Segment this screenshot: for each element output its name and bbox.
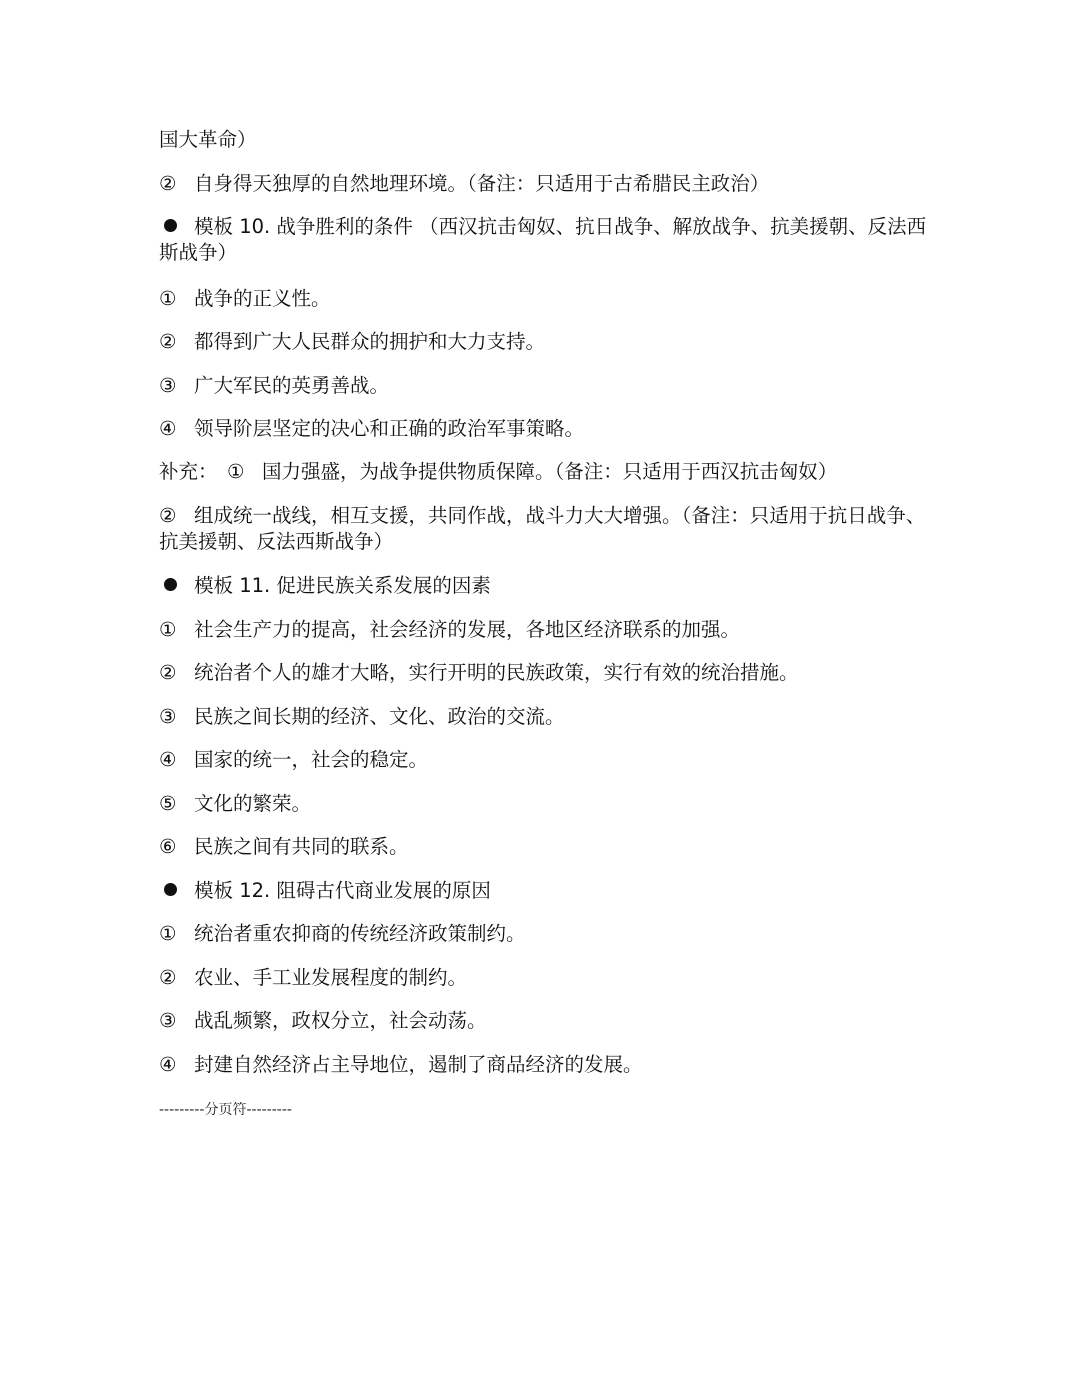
item-text: 领导阶层坚定的决心和正确的政治军事策略。 [194,417,585,440]
item-text: 统治者重农抑商的传统经济政策制约。 [194,922,526,945]
list-item [159,617,929,643]
continued-text-line [159,127,929,153]
item-number: ③ [159,374,177,397]
item-text: 国力强盛，为战争提供物质保障。（备注：只适用于西汉抗击匈奴） [262,460,838,483]
item-text: 战乱频繁，政权分立，社会动荡。 [194,1009,487,1032]
template-10-heading [159,214,929,266]
bullet-icon [159,878,194,904]
list-item [159,286,929,312]
item-text: 组成统一战线，相互支援，共同作战，战斗力大大增强。（备注：只适用于抗日战争、抗美援朝、反法西斯战争） [159,504,926,553]
list-item [159,503,929,555]
item-number: ④ [159,748,177,771]
supplement-item [159,459,929,485]
item-text: 广大军民的英勇善战。 [194,374,390,397]
item-number: ① [159,922,177,945]
list-item [159,791,929,817]
item-number: ① [159,287,177,310]
list-item [159,416,929,442]
line-text: 国大革命） [159,128,257,151]
item-number: ① [159,618,177,641]
item-number: ⑥ [159,835,177,858]
list-item [159,834,929,860]
template-12-heading [159,878,929,904]
list-item [159,373,929,399]
heading-text: 模板 12. 阻碍古代商业发展的原因 [194,879,491,902]
item-text: 社会生产力的提高，社会经济的发展，各地区经济联系的加强。 [194,618,741,641]
template-11-heading [159,573,929,599]
list-item [159,329,929,355]
item-text: 农业、手工业发展程度的制约。 [194,966,468,989]
item-text: 自身得天独厚的自然地理环境。（备注：只适用于古希腊民主政治） [194,172,770,195]
item-number: ③ [159,705,177,728]
list-item [159,747,929,773]
item-number: ② [159,504,177,527]
item-text: 封建自然经济占主导地位，遏制了商品经济的发展。 [194,1053,643,1076]
bullet-icon [159,573,194,599]
item-text: 国家的统一，社会的稳定。 [194,748,429,771]
item-number: ④ [159,417,177,440]
item-text: 战争的正义性。 [194,287,331,310]
item-number: ② [159,966,177,989]
item-text: 文化的繁荣。 [194,792,312,815]
item-number: ② [159,661,177,684]
item-number: ③ [159,1009,177,1032]
list-item [159,965,929,991]
item-number: ④ [159,1053,177,1076]
item-text: 都得到广大人民群众的拥护和大力支持。 [194,330,546,353]
list-item [159,660,929,686]
page-break-marker: ---------分页符--------- [159,1102,292,1118]
list-item [159,1008,929,1034]
list-item [159,171,929,197]
bullet-icon [159,214,194,240]
item-number: ② [159,172,177,195]
list-item [159,921,929,947]
list-item [159,704,929,730]
heading-text: 模板 11. 促进民族关系发展的因素 [194,574,491,597]
item-number: ⑤ [159,792,177,815]
item-text: 统治者个人的雄才大略，实行开明的民族政策，实行有效的统治措施。 [194,661,799,684]
list-item [159,1052,929,1078]
item-text: 民族之间长期的经济、文化、政治的交流。 [194,705,565,728]
item-number: ② [159,330,177,353]
item-number: ① [227,460,245,483]
heading-text: 模板 10. 战争胜利的条件 （西汉抗击匈奴、抗日战争、解放战争、抗美援朝、反法西斯战争） [159,215,927,264]
item-text: 民族之间有共同的联系。 [194,835,409,858]
supplement-label: 补充： [159,460,218,483]
